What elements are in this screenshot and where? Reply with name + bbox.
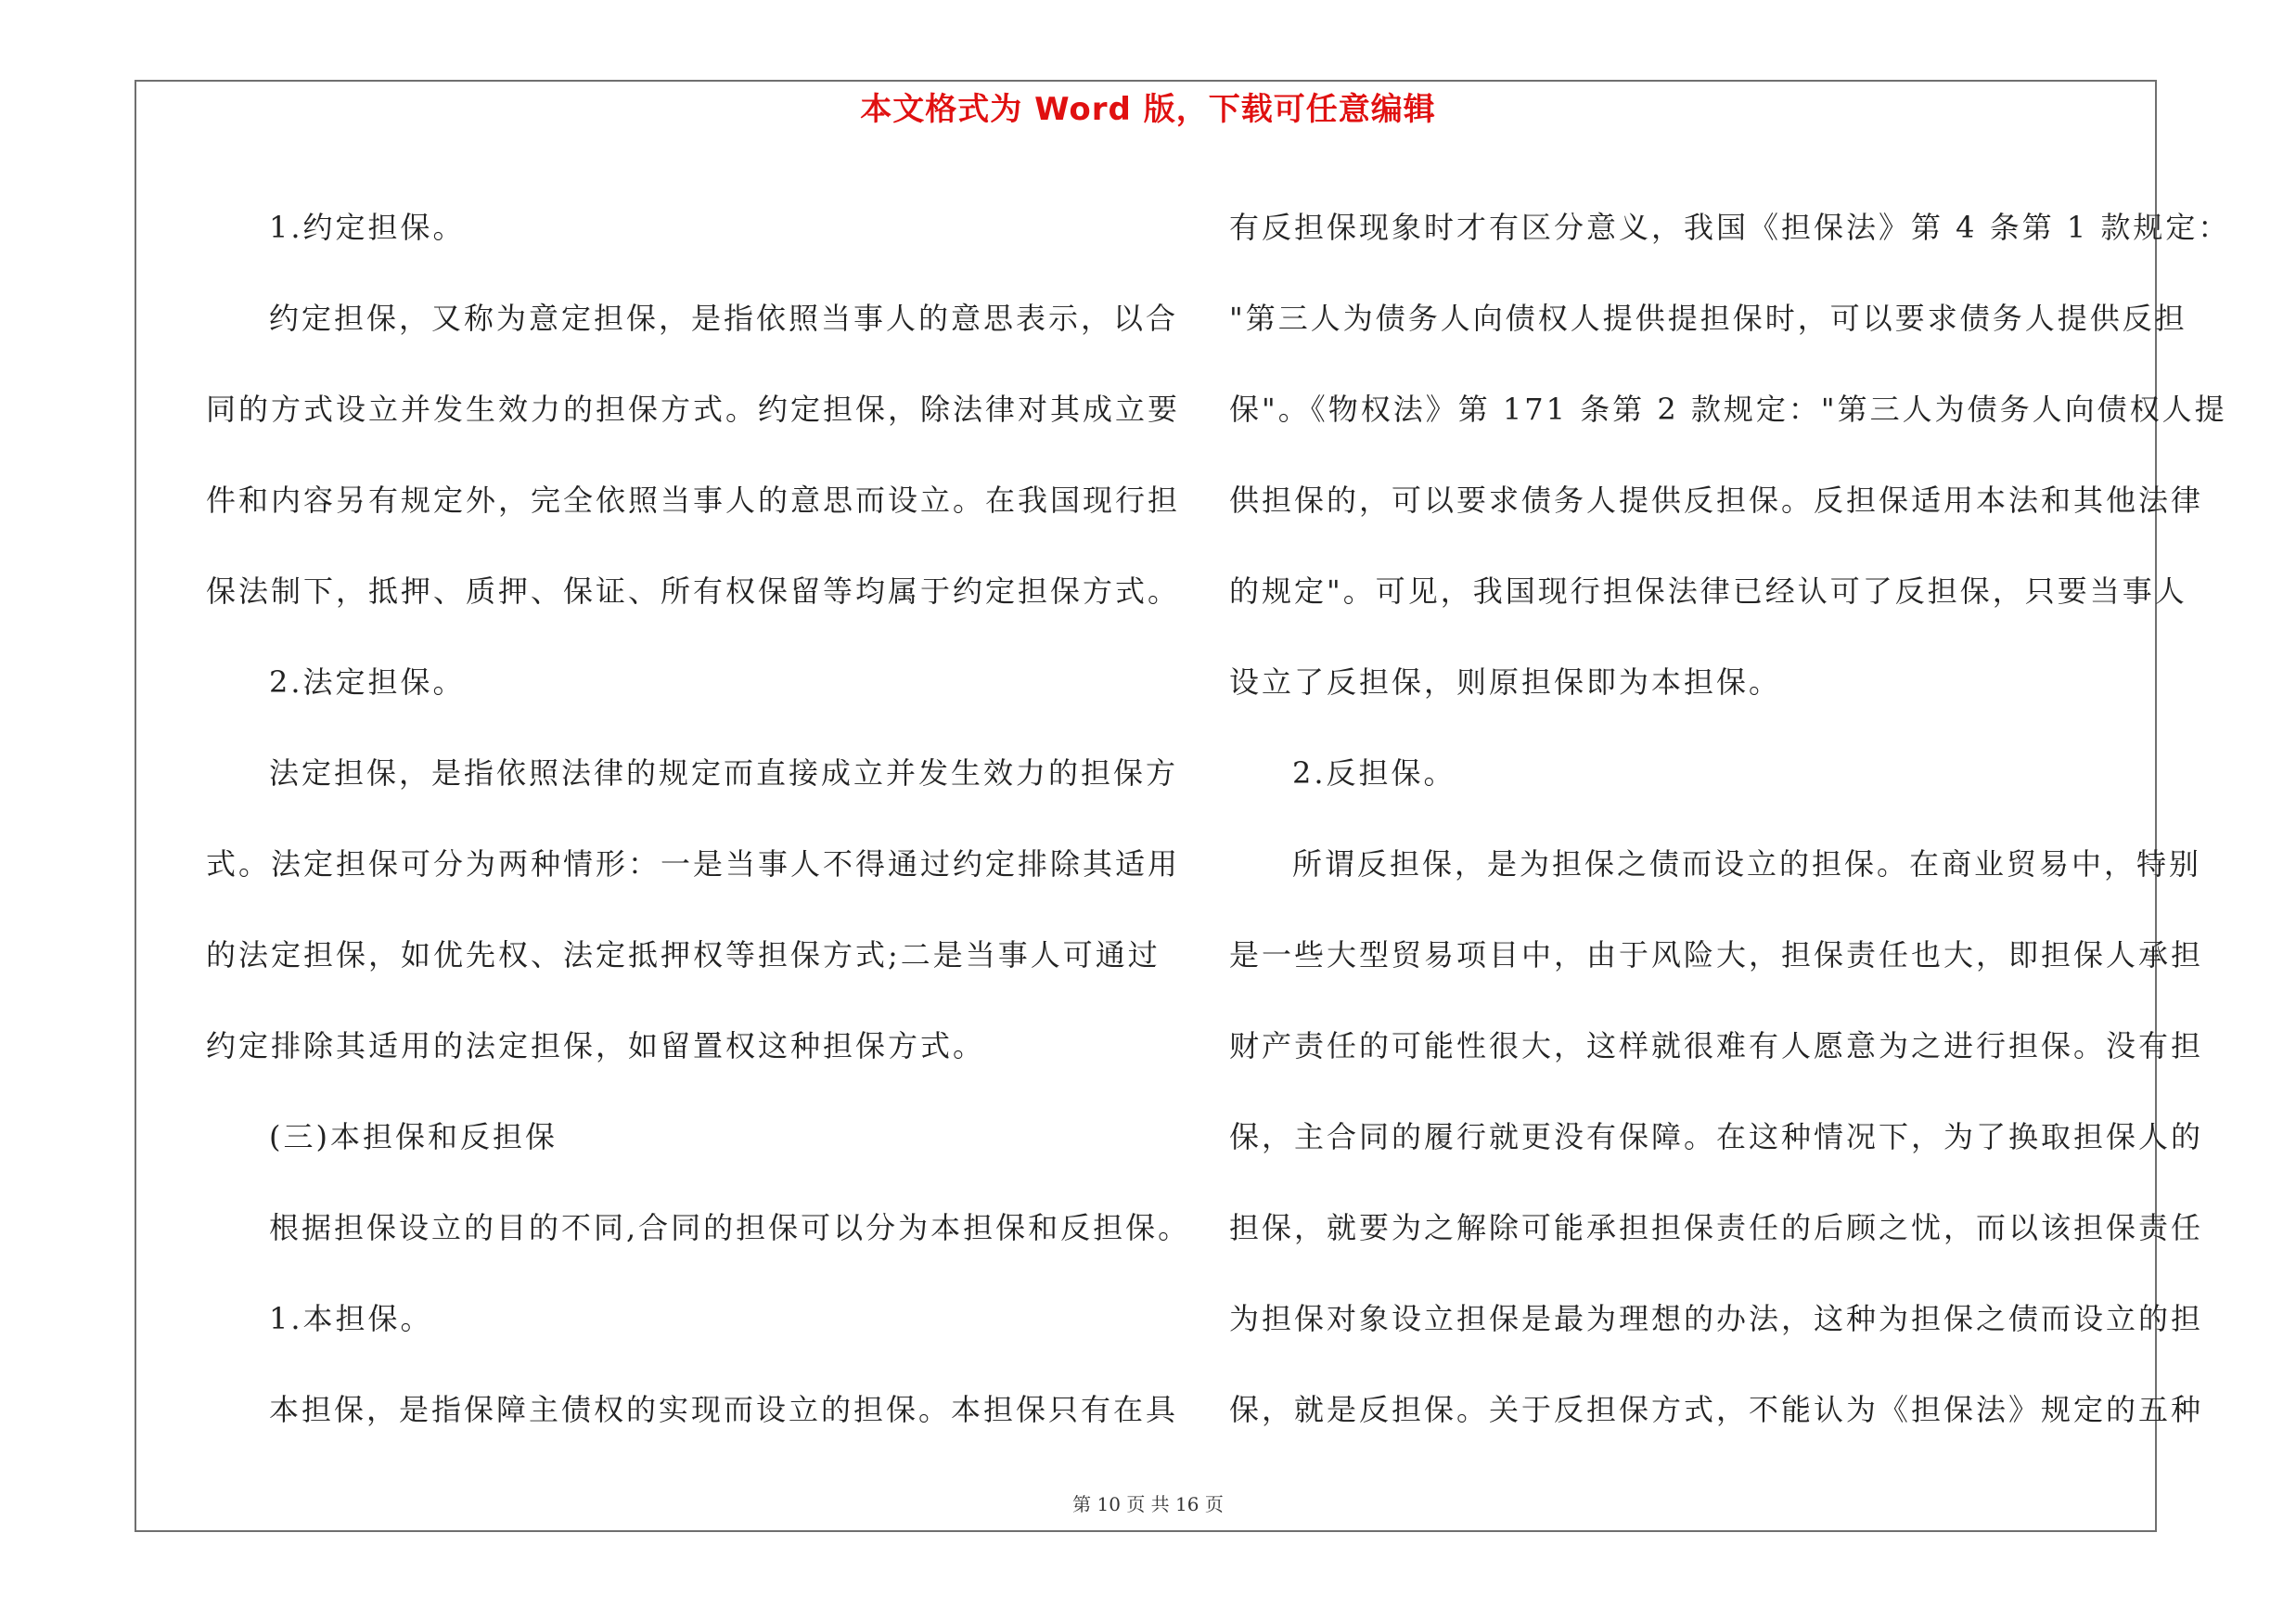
page-header-notice: 本文格式为 Word 版，下载可任意编辑: [860, 91, 1436, 128]
paragraph-line: 2.反担保。: [1292, 755, 1456, 791]
paragraph-line: 是一些大型贸易项目中，由于风险大，担保责任也大，即担保人承担: [1229, 937, 2204, 973]
paragraph-line: 供担保的，可以要求债务人提供反担保。反担保适用本法和其他法律: [1229, 483, 2204, 518]
paragraph-line: 有反担保现象时才有区分意义，我国《担保法》第 4 条第 1 款规定：: [1229, 210, 2231, 245]
paragraph-line: 保，就是反担保。关于反担保方式，不能认为《担保法》规定的五种: [1229, 1392, 2204, 1427]
left-column: [206, 182, 1191, 1455]
paragraph-line: 约定担保，又称为意定担保，是指依照当事人的意思表示，以合: [269, 301, 1179, 336]
right-column: [1229, 182, 2231, 1455]
paragraph-line: 的法定担保，如优先权、法定抵押权等担保方式;二是当事人可通过: [206, 937, 1161, 973]
paragraph-line: 的规定"。可见，我国现行担保法律已经认可了反担保，只要当事人: [1229, 573, 2187, 609]
paragraph-line: 1.约定担保。: [269, 210, 466, 245]
paragraph-line: 保，主合同的履行就更没有保障。在这种情况下，为了换取担保人的: [1229, 1119, 2204, 1154]
paragraph-line: 式。法定担保可分为两种情形：一是当事人不得通过约定排除其适用: [206, 846, 1181, 882]
paragraph-line: 财产责任的可能性很大，这样就很难有人愿意为之进行担保。没有担: [1229, 1028, 2204, 1063]
paragraph-line: 设立了反担保，则原担保即为本担保。: [1229, 664, 1782, 700]
paragraph-line: 同的方式设立并发生效力的担保方式。约定担保，除法律对其成立要: [206, 392, 1181, 427]
paragraph-line: 法定担保，是指依照法律的规定而直接成立并发生效力的担保方: [269, 755, 1179, 791]
paragraph-line: 件和内容另有规定外，完全依照当事人的意思而设立。在我国现行担: [206, 483, 1181, 518]
paragraph-line: 2.法定担保。: [269, 664, 466, 700]
page-number-footer: 第 10 页 共 16 页: [1072, 1493, 1224, 1515]
paragraph-line: 保"。《物权法》第 171 条第 2 款规定："第三人为债务人向债权人提: [1229, 392, 2227, 427]
paragraph-line: 本担保，是指保障主债权的实现而设立的担保。本担保只有在具: [269, 1392, 1179, 1427]
paragraph-line: 担保，就要为之解除可能承担担保责任的后顾之忧，而以该担保责任: [1229, 1210, 2204, 1245]
paragraph-line: 保法制下，抵押、质押、保证、所有权保留等均属于约定担保方式。: [206, 573, 1181, 609]
paragraph-line: "第三人为债务人向债权人提供提担保时，可以要求债务人提供反担: [1229, 301, 2187, 336]
paragraph-line: 所谓反担保，是为担保之债而设立的担保。在商业贸易中，特别: [1292, 846, 2202, 882]
section-heading: (三)本担保和反担保: [269, 1119, 558, 1154]
paragraph-line: 约定排除其适用的法定担保，如留置权这种担保方式。: [206, 1028, 986, 1063]
paragraph-line: 为担保对象设立担保是最为理想的办法，这种为担保之债而设立的担: [1229, 1301, 2204, 1336]
paragraph-line: 1.本担保。: [269, 1301, 433, 1336]
paragraph-line: 根据担保设立的目的不同,合同的担保可以分为本担保和反担保。: [269, 1210, 1191, 1245]
